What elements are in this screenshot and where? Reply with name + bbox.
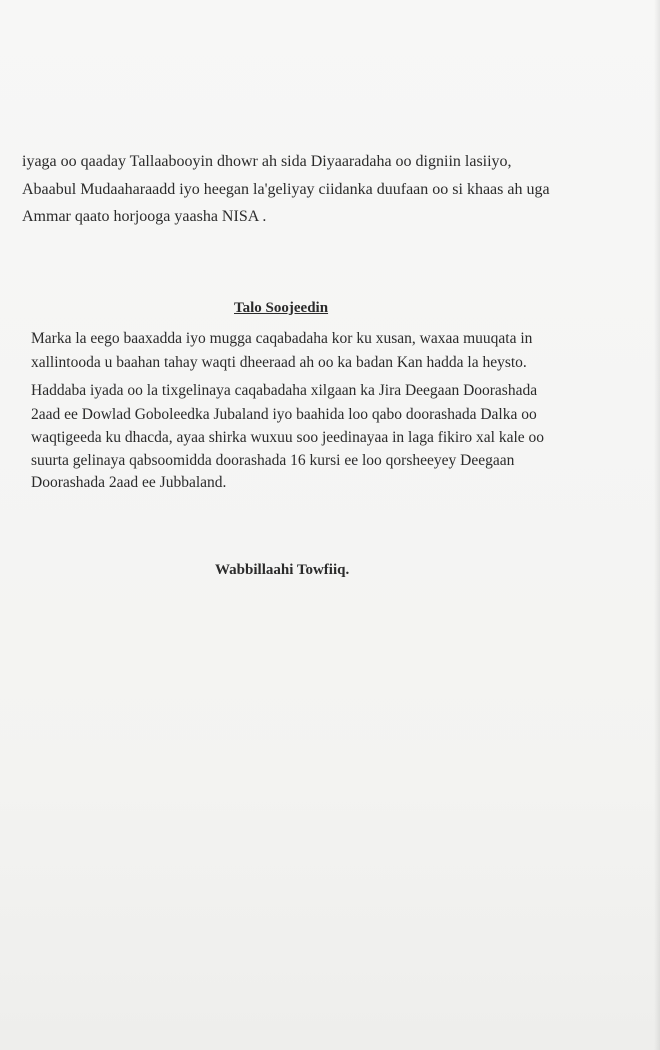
paragraph-3-line-2: 2aad ee Dowlad Goboleedka Jubaland iyo baahida loo qabo doorashada Dalka oo bbox=[31, 406, 537, 423]
paragraph-1-line-2: Abaabul Mudaaharaadd iyo heegan la'geliyay ciidanka duufaan oo si khaas ah uga bbox=[22, 181, 550, 198]
paragraph-1-line-3: Ammar qaato horjooga yaasha NISA . bbox=[22, 208, 267, 225]
paragraph-2-line-1: Marka la eego baaxadda iyo mugga caqabadaha kor ku xusan, waxaa muuqata in bbox=[31, 330, 533, 347]
section-heading: Talo Soojeedin bbox=[234, 300, 329, 316]
paragraph-3-line-1: Haddaba iyada oo la tixgelinaya caqabadaha xilgaan ka Jira Deegaan Doorashada bbox=[31, 382, 538, 399]
paragraph-2-line-2: xallintooda u baahan tahay waqti dheeraad ah oo ka badan Kan hadda la heysto. bbox=[31, 354, 527, 371]
page-edge-shadow bbox=[654, 0, 660, 1050]
paragraph-3-line-4: suurta gelinaya qabsoomidda doorashada 16 kursi ee loo qorsheeyey Deegaan bbox=[31, 452, 515, 469]
paragraph-1-line-1: iyaga oo qaaday Tallaabooyin dhowr ah sida Diyaaradaha oo digniin lasiiyo, bbox=[22, 153, 512, 170]
paragraph-3-line-5: Doorashada 2aad ee Jubbaland. bbox=[31, 474, 227, 491]
closing-signoff: Wabbillaahi Towfiiq. bbox=[215, 562, 350, 578]
paragraph-3-line-3: waqtigeeda ku dhacda, ayaa shirka wuxuu soo jeedinayaa in laga fikiro xal kale oo bbox=[31, 429, 545, 446]
